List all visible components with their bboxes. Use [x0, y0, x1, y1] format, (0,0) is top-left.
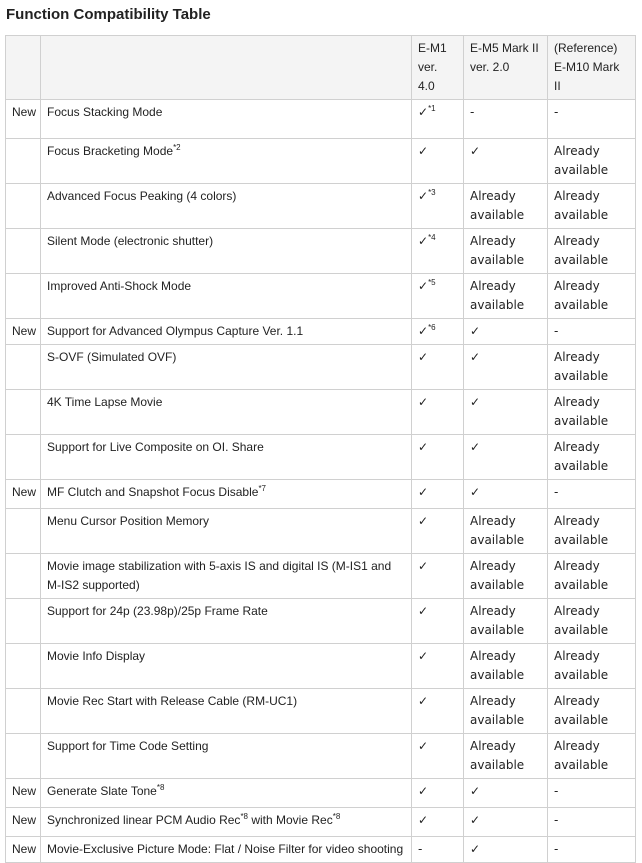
- cell-feature-text: S-OVF (Simulated OVF): [47, 350, 177, 364]
- cell-feature-text-continued: with Movie Rec: [248, 813, 333, 827]
- cell-tag: [6, 599, 41, 644]
- cell-em1-text: ✓: [418, 189, 429, 203]
- cell-em5: [464, 480, 548, 509]
- header-cell-feature: [41, 36, 412, 100]
- cell-em5-text: Already available: [470, 234, 525, 267]
- cell-feature-text: Advanced Focus Peaking (4 colors): [47, 189, 237, 203]
- cell-em1: [412, 689, 464, 734]
- cell-feature-text: Movie image stabilization with 5-axis IS and digital IS (M-IS1 and M-IS2 supported): [47, 559, 392, 592]
- cell-tag: [6, 734, 41, 779]
- cell-em5-text: ✓: [470, 440, 481, 454]
- cell-em10-text: Already available: [554, 144, 609, 177]
- cell-feature: [41, 229, 412, 274]
- table-row: [6, 509, 636, 554]
- cell-tag-text: New: [12, 105, 37, 119]
- cell-feature-text: 4K Time Lapse Movie: [47, 395, 163, 409]
- cell-feature: [41, 689, 412, 734]
- cell-feature-text: Synchronized linear PCM Audio Rec: [47, 813, 241, 827]
- header-cell-em1: E-M1 ver. 4.0: [412, 36, 464, 100]
- cell-tag: [6, 184, 41, 229]
- cell-em5-text: Already available: [470, 559, 525, 592]
- cell-em5: [464, 837, 548, 863]
- cell-em5: [464, 779, 548, 808]
- cell-em10-text: -: [554, 842, 559, 856]
- cell-feature: [41, 779, 412, 808]
- cell-em5: [464, 644, 548, 689]
- cell-em5: [464, 509, 548, 554]
- cell-em10: [548, 480, 636, 509]
- cell-em1: [412, 139, 464, 184]
- cell-em5: [464, 100, 548, 139]
- cell-em1-text: ✓: [418, 324, 429, 338]
- cell-em5-text: Already available: [470, 604, 525, 637]
- cell-em1-text: ✓: [418, 649, 429, 663]
- cell-em5-text: Already available: [470, 649, 525, 682]
- table-row: [6, 390, 636, 435]
- cell-em1: [412, 229, 464, 274]
- cell-em10: [548, 139, 636, 184]
- cell-tag: [6, 509, 41, 554]
- cell-em5: [464, 734, 548, 779]
- cell-em5: [464, 435, 548, 480]
- table-row: [6, 139, 636, 184]
- table-row: [6, 480, 636, 509]
- cell-em10: [548, 274, 636, 319]
- table-row: [6, 345, 636, 390]
- header-cell-em5: E-M5 Mark II ver. 2.0: [464, 36, 548, 100]
- cell-em1-text: ✓: [418, 485, 429, 499]
- cell-tag-text: New: [12, 842, 37, 856]
- cell-feature: [41, 435, 412, 480]
- cell-em5-text: Already available: [470, 279, 525, 312]
- cell-feature-text: MF Clutch and Snapshot Focus Disable: [47, 485, 259, 499]
- cell-em10: [548, 554, 636, 599]
- table-row: [6, 734, 636, 779]
- cell-em10: [548, 837, 636, 863]
- table-row: [6, 100, 636, 139]
- table-row: [6, 779, 636, 808]
- footnote-mark: *5: [428, 278, 436, 287]
- cell-feature: [41, 184, 412, 229]
- cell-em5: [464, 184, 548, 229]
- header-cell-em10: (Reference) E-M10 Mark II: [548, 36, 636, 100]
- cell-em1-text: ✓: [418, 739, 429, 753]
- footnote-mark: *7: [258, 484, 266, 493]
- cell-em1-text: ✓: [418, 350, 429, 364]
- cell-feature-text: Movie Info Display: [47, 649, 146, 663]
- cell-feature-text: Focus Bracketing Mode: [47, 144, 174, 158]
- cell-em1: [412, 345, 464, 390]
- cell-tag: [6, 319, 41, 345]
- cell-tag-text: New: [12, 324, 37, 338]
- footnote-mark: *6: [428, 323, 436, 332]
- table-row: [6, 644, 636, 689]
- cell-feature-text: Improved Anti-Shock Mode: [47, 279, 192, 293]
- table-row: [6, 689, 636, 734]
- cell-tag: [6, 837, 41, 863]
- table-row: [6, 554, 636, 599]
- cell-feature: [41, 345, 412, 390]
- cell-em1: [412, 599, 464, 644]
- cell-em10: [548, 734, 636, 779]
- cell-em10: [548, 435, 636, 480]
- cell-feature: [41, 554, 412, 599]
- table-row: [6, 184, 636, 229]
- cell-tag-text: New: [12, 485, 37, 499]
- cell-em10-text: Already available: [554, 694, 609, 727]
- cell-em1-text: -: [418, 842, 423, 856]
- cell-em5: [464, 319, 548, 345]
- cell-tag: [6, 480, 41, 509]
- cell-em1-text: ✓: [418, 440, 429, 454]
- cell-em1: [412, 319, 464, 345]
- cell-em10: [548, 100, 636, 139]
- cell-em5: [464, 554, 548, 599]
- cell-em10-text: Already available: [554, 189, 609, 222]
- cell-em10: [548, 689, 636, 734]
- cell-feature-text: Movie-Exclusive Picture Mode: Flat / Noise Filter for video shooting: [47, 842, 404, 856]
- cell-feature-text: Support for 24p (23.98p)/25p Frame Rate: [47, 604, 268, 618]
- cell-em10: [548, 229, 636, 274]
- footnote-mark: *8: [240, 812, 248, 821]
- table-header-row: [6, 36, 636, 100]
- cell-em1-text: ✓: [418, 279, 429, 293]
- cell-em10: [548, 599, 636, 644]
- cell-em10-text: Already available: [554, 440, 609, 473]
- cell-feature: [41, 390, 412, 435]
- cell-feature-text: Support for Live Composite on OI. Share: [47, 440, 264, 454]
- cell-em5-text: ✓: [470, 842, 481, 856]
- cell-feature-text: Focus Stacking Mode: [47, 105, 163, 119]
- cell-tag: [6, 274, 41, 319]
- cell-em1-text: ✓: [418, 813, 429, 827]
- cell-em5-text: ✓: [470, 485, 481, 499]
- cell-em5: [464, 229, 548, 274]
- cell-em1: [412, 734, 464, 779]
- footnote-mark: *1: [428, 104, 436, 113]
- cell-em5-text: Already available: [470, 694, 525, 727]
- cell-tag: [6, 229, 41, 274]
- cell-feature: [41, 319, 412, 345]
- cell-em10: [548, 345, 636, 390]
- cell-em10-text: -: [554, 813, 559, 827]
- cell-em1-text: ✓: [418, 144, 429, 158]
- cell-em1: [412, 837, 464, 863]
- cell-feature: [41, 100, 412, 139]
- cell-em1: [412, 184, 464, 229]
- cell-tag: [6, 100, 41, 139]
- cell-em1: [412, 554, 464, 599]
- cell-em1-text: ✓: [418, 234, 429, 248]
- cell-feature: [41, 837, 412, 863]
- cell-em10-text: Already available: [554, 395, 609, 428]
- cell-em10-text: Already available: [554, 514, 609, 547]
- cell-feature: [41, 644, 412, 689]
- table-row: [6, 599, 636, 644]
- cell-em10-text: -: [554, 105, 559, 119]
- cell-em5: [464, 139, 548, 184]
- cell-em5: [464, 689, 548, 734]
- cell-em5-text: ✓: [470, 395, 481, 409]
- cell-tag: [6, 779, 41, 808]
- cell-em10: [548, 319, 636, 345]
- cell-em5-text: -: [470, 105, 475, 119]
- cell-em1-text: ✓: [418, 514, 429, 528]
- table-row: [6, 319, 636, 345]
- cell-tag: [6, 689, 41, 734]
- cell-em5-text: ✓: [470, 324, 481, 338]
- cell-tag-text: New: [12, 813, 37, 827]
- cell-feature-text: Silent Mode (electronic shutter): [47, 234, 214, 248]
- cell-em10: [548, 509, 636, 554]
- cell-em10: [548, 390, 636, 435]
- cell-em1-text: ✓: [418, 694, 429, 708]
- table-row: [6, 435, 636, 480]
- table-row: [6, 837, 636, 863]
- footnote-mark: *8: [156, 783, 165, 792]
- cell-em5: [464, 599, 548, 644]
- page-title: Function Compatibility Table: [6, 6, 211, 23]
- cell-em1-text: ✓: [418, 395, 429, 409]
- cell-em1: [412, 644, 464, 689]
- cell-em1-text: ✓: [418, 604, 429, 618]
- cell-em1: [412, 390, 464, 435]
- cell-feature-text: Support for Time Code Setting: [47, 739, 209, 753]
- cell-em1: [412, 779, 464, 808]
- cell-tag-text: New: [12, 784, 37, 798]
- compatibility-table: [5, 35, 636, 863]
- cell-feature-text: Menu Cursor Position Memory: [47, 514, 210, 528]
- cell-tag: [6, 139, 41, 184]
- cell-em10-text: Already available: [554, 279, 609, 312]
- cell-em10-text: Already available: [554, 234, 609, 267]
- cell-em10-text: -: [554, 324, 559, 338]
- cell-feature: [41, 139, 412, 184]
- cell-em5: [464, 390, 548, 435]
- cell-em1: [412, 435, 464, 480]
- cell-feature: [41, 509, 412, 554]
- cell-em1-text: ✓: [418, 784, 429, 798]
- cell-em5-text: Already available: [470, 739, 525, 772]
- cell-em10-text: Already available: [554, 739, 609, 772]
- cell-em10-text: Already available: [554, 350, 609, 383]
- cell-em1: [412, 274, 464, 319]
- cell-em1: [412, 509, 464, 554]
- cell-tag: [6, 644, 41, 689]
- cell-feature-text: Movie Rec Start with Release Cable (RM-UC1): [47, 694, 298, 708]
- cell-em5: [464, 345, 548, 390]
- cell-em10-text: Already available: [554, 559, 609, 592]
- cell-em1-text: ✓: [418, 105, 429, 119]
- cell-em10-text: -: [554, 784, 559, 798]
- table-row: [6, 229, 636, 274]
- cell-em10-text: -: [554, 485, 559, 499]
- cell-em1-text: ✓: [418, 559, 429, 573]
- cell-feature: [41, 599, 412, 644]
- cell-em10: [548, 644, 636, 689]
- cell-em5-text: Already available: [470, 514, 525, 547]
- footnote-mark: *2: [173, 143, 181, 152]
- footnote-mark: *4: [428, 233, 436, 242]
- cell-em5-text: Already available: [470, 189, 525, 222]
- table-row: [6, 274, 636, 319]
- cell-em5-text: ✓: [470, 350, 481, 364]
- footnote-mark: *8: [332, 812, 341, 821]
- cell-tag: [6, 390, 41, 435]
- cell-tag: [6, 345, 41, 390]
- cell-feature: [41, 734, 412, 779]
- cell-em5: [464, 274, 548, 319]
- cell-em10: [548, 184, 636, 229]
- cell-feature-text: Support for Advanced Olympus Capture Ver. 1.1: [47, 324, 304, 338]
- cell-em5-text: ✓: [470, 144, 481, 158]
- cell-tag: [6, 435, 41, 480]
- cell-feature: [41, 274, 412, 319]
- footnote-mark: *3: [428, 188, 436, 197]
- header-cell-tag: [6, 36, 41, 100]
- cell-em5-text: ✓: [470, 813, 481, 827]
- cell-feature: [41, 480, 412, 509]
- cell-em5-text: ✓: [470, 784, 481, 798]
- cell-em1: [412, 100, 464, 139]
- cell-feature-text: Generate Slate Tone: [47, 784, 157, 798]
- cell-tag: [6, 554, 41, 599]
- cell-em10: [548, 779, 636, 808]
- cell-em1: [412, 480, 464, 509]
- cell-em10-text: Already available: [554, 604, 609, 637]
- cell-em10-text: Already available: [554, 649, 609, 682]
